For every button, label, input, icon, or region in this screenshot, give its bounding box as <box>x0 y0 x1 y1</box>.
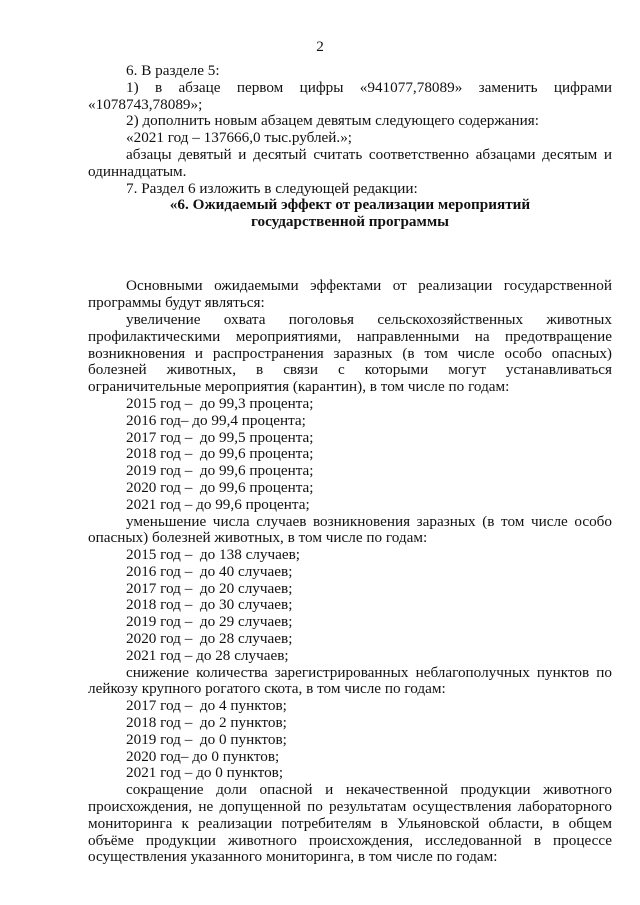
paragraph: 6. В разделе 5: <box>126 62 220 79</box>
paragraph: сокращение доли опасной и некачественной продукции животного происхождения, не допущенной по результатам осуществления лабораторного мониторинга к реализации потребителям в Ульяновской области, в общем объёме продукции животного происхождения, исследованной в процессе осуществления указанного мониторинга, в том числе по годам: <box>88 781 612 866</box>
paragraph: увеличение охвата поголовья сельскохозяйственных животных профилактическими мероприятиями, направленными на предотвращение возникновения и распространения заразных (в том числе особо опасных) болезней животных, в связи с которыми могут устанавливаться ограничительные мероприятия (карантин), в том числе по годам: <box>88 310 612 396</box>
paragraph: 7. Раздел 6 изложить в следующей редакции: <box>126 179 418 197</box>
year-value-line: 2020 год– до 0 пунктов; <box>126 747 280 765</box>
year-value-line: 2021 год – до 28 случаев; <box>126 646 289 664</box>
document-body <box>88 63 612 866</box>
year-value-line: 2020 год – до 99,6 процента; <box>126 478 314 496</box>
paragraph: Основными ожидаемыми эффектами от реализации государственной программы будут являться: <box>88 277 612 312</box>
paragraph: абзацы девятый и десятый считать соответственно абзацами десятым и одиннадцатым. <box>88 145 612 180</box>
year-value-line: 2017 год – до 20 случаев; <box>126 579 293 597</box>
paragraph: 1) в абзаце первом цифры «941077,78089» заменить цифрами «1078743,78089»; <box>88 78 612 113</box>
year-value-line: 2017 год – до 99,5 процента; <box>126 428 314 446</box>
year-value-line: 2019 год – до 0 пунктов; <box>126 730 287 748</box>
year-value-line: 2018 год – до 2 пунктов; <box>126 714 287 732</box>
year-value-line: 2018 год – до 99,6 процента; <box>126 445 314 463</box>
paragraph: снижение количества зарегистрированных неблагополучных пунктов по лейкозу крупного рогатого скота, в том числе по годам: <box>88 663 612 698</box>
year-value-line: 2015 год – до 99,3 процента; <box>126 394 314 412</box>
year-value-line: 2021 год – до 99,6 процента; <box>126 495 310 513</box>
year-value-line: 2019 год – до 29 случаев; <box>126 613 293 631</box>
blank-line <box>88 246 612 263</box>
year-value-line: 2016 год – до 40 случаев; <box>126 562 293 580</box>
year-value-line: 2017 год – до 4 пунктов; <box>126 697 287 715</box>
page-number: 2 <box>316 38 324 55</box>
year-value-line: 2016 год– до 99,4 процента; <box>126 411 306 429</box>
year-value-line: 2018 год – до 30 случаев; <box>126 596 293 614</box>
paragraph: 2) дополнить новым абзацем девятым следующего содержания: <box>126 112 540 130</box>
year-value-line: 2020 год – до 28 случаев; <box>126 630 293 648</box>
year-value-line: 2019 год – до 99,6 процента; <box>126 462 314 480</box>
section-heading: государственной программы <box>250 213 450 231</box>
paragraph: уменьшение числа случаев возникновения заразных (в том числе особо опасных) болезней животных, в том числе по годам: <box>88 512 612 547</box>
paragraph: «2021 год – 137666,0 тыс.рублей.»; <box>126 129 353 147</box>
year-value-line: 2015 год – до 138 случаев; <box>126 546 301 564</box>
section-heading: «6. Ожидаемый эффект от реализации мероприятий <box>169 196 531 214</box>
year-value-line: 2021 год – до 0 пунктов; <box>126 764 284 782</box>
